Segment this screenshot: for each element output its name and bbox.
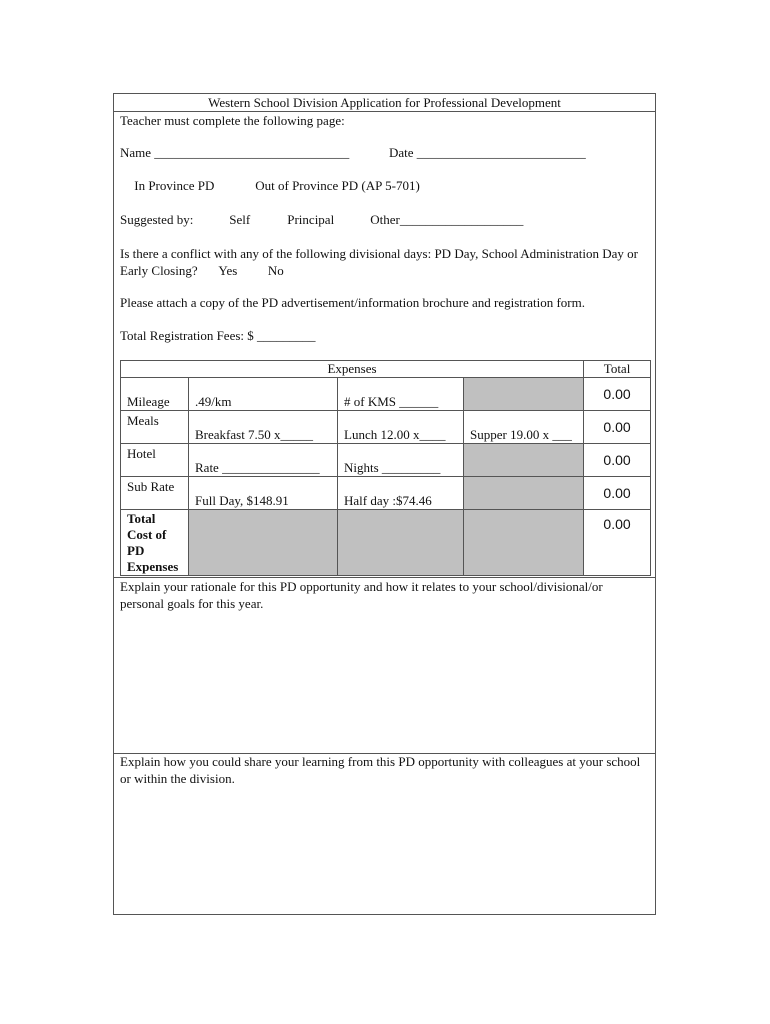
- in-province-option[interactable]: [120, 178, 214, 194]
- expenses-header-row: [121, 361, 651, 378]
- date-row: [389, 145, 586, 161]
- date-field[interactable]: __________________________: [416, 145, 586, 160]
- conflict-question: [120, 245, 645, 279]
- hotel-rate-field[interactable]: Rate _______________: [189, 444, 338, 477]
- principal-label: Principal: [287, 212, 335, 227]
- self-label: Self: [229, 212, 251, 227]
- row-total: 0.00: [584, 378, 651, 411]
- meals-row: [121, 411, 651, 444]
- self-option[interactable]: [215, 212, 250, 228]
- yes-label[interactable]: Yes: [218, 263, 238, 278]
- grand-total-row: [121, 510, 651, 576]
- row-label: Hotel: [121, 444, 189, 477]
- other-option[interactable]: [356, 212, 523, 228]
- empty-cell: [464, 378, 584, 411]
- name-row: [120, 145, 349, 161]
- sub-rate-row: [121, 477, 651, 510]
- out-province-label: Out of Province PD (AP 5-701): [255, 178, 420, 193]
- share-prompt: Explain how you could share your learning from this PD opportunity with colleagues at your school or within the division.: [120, 754, 641, 786]
- mileage-row: [121, 378, 651, 411]
- row-total: 0.00: [584, 444, 651, 477]
- total-header: Total: [584, 361, 651, 378]
- row-total: 0.00: [584, 477, 651, 510]
- empty-cell: [464, 477, 584, 510]
- breakfast-field[interactable]: Breakfast 7.50 x_____: [189, 411, 338, 444]
- full-day-rate: Full Day, $148.91: [189, 477, 338, 510]
- mileage-rate: .49/km: [189, 378, 338, 411]
- row-total: 0.00: [584, 411, 651, 444]
- kms-field[interactable]: # of KMS ______: [338, 378, 464, 411]
- row-label: Sub Rate: [121, 477, 189, 510]
- suggested-by-label: Suggested by:: [120, 212, 194, 227]
- attach-note: Please attach a copy of the PD advertisement/information brochure and registration form.: [120, 295, 585, 310]
- nights-field[interactable]: Nights _________: [338, 444, 464, 477]
- half-day-rate: Half day :$74.46: [338, 477, 464, 510]
- grand-total-label: Total Cost of PD Expenses: [121, 510, 189, 576]
- rationale-answer-area[interactable]: [120, 614, 645, 748]
- name-field[interactable]: ______________________________: [154, 145, 350, 160]
- date-label: Date: [389, 145, 414, 160]
- empty-cell: [464, 510, 584, 576]
- out-province-option[interactable]: [241, 178, 420, 194]
- other-label: Other___________________: [370, 212, 524, 227]
- supper-field[interactable]: Supper 19.00 x ___: [464, 411, 584, 444]
- expenses-header: Expenses: [121, 361, 584, 378]
- application-form: [113, 93, 656, 915]
- intro-text: Teacher must complete the following page:: [120, 113, 345, 128]
- hotel-row: [121, 444, 651, 477]
- lunch-field[interactable]: Lunch 12.00 x____: [338, 411, 464, 444]
- name-label: Name: [120, 145, 152, 160]
- empty-cell: [338, 510, 464, 576]
- conflict-question-text: Is there a conflict with any of the following divisional days: PD Day, School Administration Day or Early Closing?: [120, 246, 638, 278]
- in-province-label: In Province PD: [134, 178, 215, 193]
- no-label[interactable]: No: [267, 263, 284, 278]
- rationale-prompt: Explain your rationale for this PD opportunity and how it relates to your school/divisional/or personal goals for this year.: [120, 579, 603, 611]
- row-label: Mileage: [121, 378, 189, 411]
- row-label: Meals: [121, 411, 189, 444]
- total-registration-fees[interactable]: Total Registration Fees: $ _________: [120, 328, 316, 343]
- form-title: Western School Division Application for Professional Development: [114, 94, 655, 112]
- grand-total-value: 0.00: [584, 510, 651, 576]
- empty-cell: [464, 444, 584, 477]
- share-answer-area[interactable]: [120, 790, 645, 908]
- principal-option[interactable]: [273, 212, 334, 228]
- expenses-table: [120, 360, 651, 576]
- empty-cell: [189, 510, 338, 576]
